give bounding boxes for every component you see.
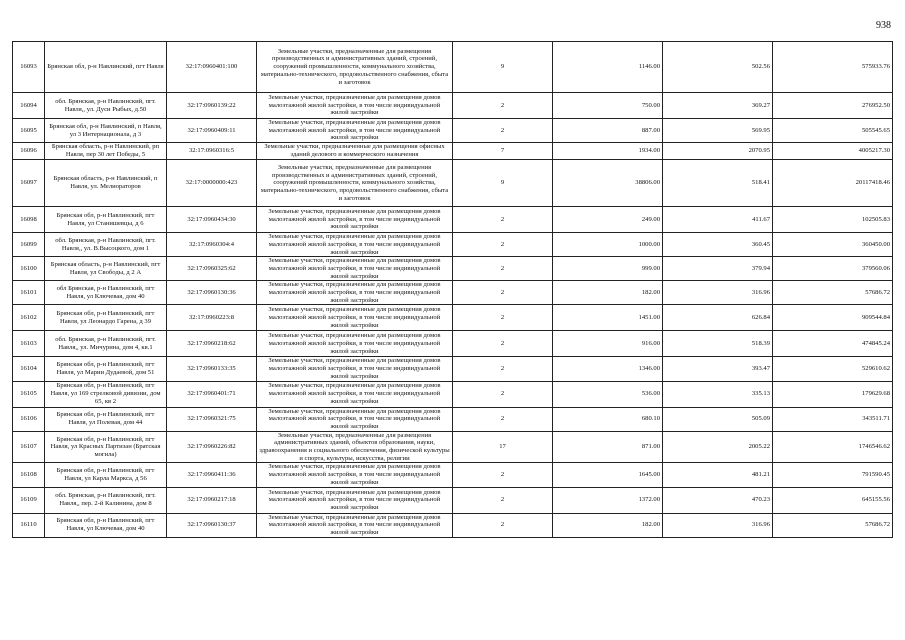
row-number: 16110 bbox=[13, 513, 45, 537]
row-number: 16100 bbox=[13, 257, 45, 281]
specific-value-cell: 2005.22 bbox=[663, 431, 773, 463]
specific-value-cell: 369.27 bbox=[663, 93, 773, 119]
specific-value-cell: 518.39 bbox=[663, 331, 773, 357]
cadastral-number-cell: 32:17:0960226:82 bbox=[167, 431, 257, 463]
specific-value-cell: 569.95 bbox=[663, 119, 773, 143]
specific-value-cell: 411.67 bbox=[663, 207, 773, 233]
use-group-cell: 2 bbox=[453, 513, 553, 537]
address-cell: Брянская обл, р-н Навлинский, пгт Навля, ул Ключевая, дом 40 bbox=[45, 513, 167, 537]
row-number: 16093 bbox=[13, 42, 45, 93]
address-cell: Брянская обл, р-н Навлинский, пгт Навля, ул Полевая, дом 44 bbox=[45, 407, 167, 431]
cadastral-number-cell: 32:17:0960130:36 bbox=[167, 281, 257, 305]
use-group-cell: 2 bbox=[453, 487, 553, 513]
table-row bbox=[13, 42, 893, 93]
area-cell: 182.00 bbox=[553, 513, 663, 537]
row-number: 16106 bbox=[13, 407, 45, 431]
specific-value-cell: 393.47 bbox=[663, 357, 773, 381]
cadastral-number-cell: 32:17:0960133:35 bbox=[167, 357, 257, 381]
cadastral-number-cell: 32:17:0960325:62 bbox=[167, 257, 257, 281]
cadastral-value-cell: 909544.84 bbox=[773, 305, 893, 331]
use-group-cell: 2 bbox=[453, 357, 553, 381]
area-cell: 680.10 bbox=[553, 407, 663, 431]
specific-value-cell: 481.21 bbox=[663, 463, 773, 487]
specific-value-cell: 2070.95 bbox=[663, 143, 773, 160]
cadastral-value-cell: 276952.50 bbox=[773, 93, 893, 119]
area-cell: 1000.00 bbox=[553, 233, 663, 257]
area-cell: 1934.00 bbox=[553, 143, 663, 160]
land-use-cell: Земельные участки, предназначенные для размещения домов малоэтажной жилой застройки, в том числе индивидуальной жилой застройки bbox=[257, 305, 453, 331]
row-number: 16107 bbox=[13, 431, 45, 463]
use-group-cell: 2 bbox=[453, 257, 553, 281]
address-cell: Брянская обл, р-н Навлинский, пгт Навля, ул Марии Дудаевой, дом 51 bbox=[45, 357, 167, 381]
cadastral-number-cell: 32:17:0960401:100 bbox=[167, 42, 257, 93]
specific-value-cell: 626.84 bbox=[663, 305, 773, 331]
table-row bbox=[13, 257, 893, 281]
cadastral-number-cell: 32:17:0960223:8 bbox=[167, 305, 257, 331]
land-use-cell: Земельные участки, предназначенные для размещения домов малоэтажной жилой застройки, в том числе индивидуальной жилой застройки bbox=[257, 407, 453, 431]
area-cell: 536.00 bbox=[553, 381, 663, 407]
land-use-cell: Земельные участки, предназначенные для размещения административных зданий, объектов образования, науки, здравоохранения и социального обеспечения, физической культуры и спорта, культуры, искусства, религии bbox=[257, 431, 453, 463]
table-row bbox=[13, 381, 893, 407]
address-cell: Брянская область, р-н Навлинский, пгт Навля, ул Свободы, д 2 А bbox=[45, 257, 167, 281]
row-number: 16103 bbox=[13, 331, 45, 357]
area-cell: 182.00 bbox=[553, 281, 663, 305]
specific-value-cell: 316.96 bbox=[663, 513, 773, 537]
cadastral-number-cell: 32:17:0960434:30 bbox=[167, 207, 257, 233]
land-use-cell: Земельные участки, предназначенные для размещения домов малоэтажной жилой застройки, в том числе индивидуальной жилой застройки bbox=[257, 487, 453, 513]
row-number: 16095 bbox=[13, 119, 45, 143]
row-number: 16109 bbox=[13, 487, 45, 513]
use-group-cell: 2 bbox=[453, 381, 553, 407]
address-cell: Брянская обл, р-н Навлинский, пгт Навля, ул Красных Партизан (Братская могила) bbox=[45, 431, 167, 463]
cadastral-number-cell: 32:17:0000000:423 bbox=[167, 160, 257, 207]
land-use-cell: Земельные участки, предназначенные для размещения домов малоэтажной жилой застройки, в том числе индивидуальной жилой застройки bbox=[257, 463, 453, 487]
table-row bbox=[13, 160, 893, 207]
row-number: 16105 bbox=[13, 381, 45, 407]
address-cell: обл. Брянская, р-н Навлинский, пгт. Навля,, пер. 2-й Калинина, дом 8 bbox=[45, 487, 167, 513]
page-number: 938 bbox=[876, 20, 891, 31]
row-number: 16098 bbox=[13, 207, 45, 233]
land-use-cell: Земельные участки, предназначенные для размещения домов малоэтажной жилой застройки, в том числе индивидуальной жилой застройки bbox=[257, 207, 453, 233]
address-cell: Брянская обл, р-н Навлинский, пгт Навля, ул Леонардо Гарена, д 39 bbox=[45, 305, 167, 331]
address-cell: обл. Брянская, р-н Навлинский, пгт. Навля,, ул. В.Высоцкого, дом 1 bbox=[45, 233, 167, 257]
address-cell: Брянская обл, р-н Навлинский, пгт Навля, ул 169 стрелковой дивизии, дом 65, кв 2 bbox=[45, 381, 167, 407]
cadastral-number-cell: 32:17:0960130:37 bbox=[167, 513, 257, 537]
cadastral-value-cell: 505545.65 bbox=[773, 119, 893, 143]
cadastral-value-cell: 57686.72 bbox=[773, 513, 893, 537]
specific-value-cell: 379.94 bbox=[663, 257, 773, 281]
table-row bbox=[13, 407, 893, 431]
cadastral-number-cell: 32:17:0960401:71 bbox=[167, 381, 257, 407]
table-row bbox=[13, 207, 893, 233]
table-body bbox=[13, 42, 893, 538]
cadastral-value-cell: 20117418.46 bbox=[773, 160, 893, 207]
address-cell: обл. Брянская, р-н Навлинский, пгт. Навля,, ул. Мичурина, дом 4, кв.1 bbox=[45, 331, 167, 357]
table-row bbox=[13, 305, 893, 331]
land-use-cell: Земельные участки, предназначенные для размещения домов малоэтажной жилой застройки, в том числе индивидуальной жилой застройки bbox=[257, 257, 453, 281]
address-cell: Брянская обл, р-н Навлинский, п Навля, ул 3 Интернационала, д 3 bbox=[45, 119, 167, 143]
cadastral-number-cell: 32:17:0960316:5 bbox=[167, 143, 257, 160]
use-group-cell: 17 bbox=[453, 431, 553, 463]
specific-value-cell: 316.96 bbox=[663, 281, 773, 305]
area-cell: 871.00 bbox=[553, 431, 663, 463]
land-use-cell: Земельные участки, предназначенные для размещения домов малоэтажной жилой застройки, в том числе индивидуальной жилой застройки bbox=[257, 281, 453, 305]
cadastral-value-cell: 379560.06 bbox=[773, 257, 893, 281]
row-number: 16104 bbox=[13, 357, 45, 381]
address-cell: Брянская область, р-н Навлинский, п Навля, ул. Мелиораторов bbox=[45, 160, 167, 207]
area-cell: 38806.00 bbox=[553, 160, 663, 207]
area-cell: 1372.00 bbox=[553, 487, 663, 513]
cadastral-value-table bbox=[12, 41, 893, 538]
row-number: 16096 bbox=[13, 143, 45, 160]
cadastral-number-cell: 32:17:0960139:22 bbox=[167, 93, 257, 119]
specific-value-cell: 505.09 bbox=[663, 407, 773, 431]
use-group-cell: 2 bbox=[453, 119, 553, 143]
cadastral-value-cell: 57686.72 bbox=[773, 281, 893, 305]
cadastral-number-cell: 32:17:0960218:62 bbox=[167, 331, 257, 357]
specific-value-cell: 360.45 bbox=[663, 233, 773, 257]
cadastral-value-cell: 474845.24 bbox=[773, 331, 893, 357]
use-group-cell: 2 bbox=[453, 407, 553, 431]
table-row bbox=[13, 281, 893, 305]
cadastral-value-cell: 102505.83 bbox=[773, 207, 893, 233]
area-cell: 916.00 bbox=[553, 331, 663, 357]
address-cell: обл. Брянская, р-н Навлинский, пгт. Навля,, ул. Дуси Рыбых, д.50 bbox=[45, 93, 167, 119]
address-cell: Брянская обл, р-н Навлинский, пгт Навля, ул Карла Маркса, д 56 bbox=[45, 463, 167, 487]
cadastral-number-cell: 32:17:0960411:36 bbox=[167, 463, 257, 487]
address-cell: Брянская обл, р-н Навлинский, пгт Навля, ул Станишевцы, д 6 bbox=[45, 207, 167, 233]
table-row bbox=[13, 357, 893, 381]
cadastral-value-cell: 4005217.30 bbox=[773, 143, 893, 160]
table-row bbox=[13, 331, 893, 357]
cadastral-value-cell: 791590.45 bbox=[773, 463, 893, 487]
row-number: 16094 bbox=[13, 93, 45, 119]
specific-value-cell: 335.13 bbox=[663, 381, 773, 407]
row-number: 16108 bbox=[13, 463, 45, 487]
use-group-cell: 2 bbox=[453, 233, 553, 257]
cadastral-value-cell: 529610.62 bbox=[773, 357, 893, 381]
area-cell: 1146.00 bbox=[553, 42, 663, 93]
area-cell: 1346.00 bbox=[553, 357, 663, 381]
area-cell: 249.00 bbox=[553, 207, 663, 233]
land-use-cell: Земельные участки, предназначенные для размещения офисных зданий делового и коммерческого назначения bbox=[257, 143, 453, 160]
area-cell: 1645.00 bbox=[553, 463, 663, 487]
row-number: 16099 bbox=[13, 233, 45, 257]
area-cell: 999.00 bbox=[553, 257, 663, 281]
area-cell: 1451.00 bbox=[553, 305, 663, 331]
land-use-cell: Земельные участки, предназначенные для размещения домов малоэтажной жилой застройки, в том числе индивидуальной жилой застройки bbox=[257, 331, 453, 357]
cadastral-value-cell: 343511.71 bbox=[773, 407, 893, 431]
land-use-cell: Земельные участки, предназначенные для размещения домов малоэтажной жилой застройки, в том числе индивидуальной жилой застройки bbox=[257, 513, 453, 537]
use-group-cell: 2 bbox=[453, 331, 553, 357]
address-cell: обл Брянская, р-н Навлинский, пгт Навля, ул Ключевая, дом 40 bbox=[45, 281, 167, 305]
table-row bbox=[13, 513, 893, 537]
use-group-cell: 2 bbox=[453, 305, 553, 331]
area-cell: 750.00 bbox=[553, 93, 663, 119]
specific-value-cell: 470.23 bbox=[663, 487, 773, 513]
land-use-cell: Земельные участки, предназначенные для размещения производственных и административных зданий, строений, сооружений промышленности, коммунального хозяйства, материально-технического, продовольственного снабжения, сбыта и заготовок bbox=[257, 42, 453, 93]
cadastral-value-cell: 179629.68 bbox=[773, 381, 893, 407]
use-group-cell: 2 bbox=[453, 281, 553, 305]
land-use-cell: Земельные участки, предназначенные для размещения производственных и административных зданий, строений, сооружений промышленности, коммунального хозяйства, материально-технического, продовольственного снабжения, сбыта и заготовок bbox=[257, 160, 453, 207]
cadastral-value-cell: 1746546.62 bbox=[773, 431, 893, 463]
use-group-cell: 2 bbox=[453, 93, 553, 119]
specific-value-cell: 518.41 bbox=[663, 160, 773, 207]
land-use-cell: Земельные участки, предназначенные для размещения домов малоэтажной жилой застройки, в том числе индивидуальной жилой застройки bbox=[257, 233, 453, 257]
cadastral-number-cell: 32:17:0960321:75 bbox=[167, 407, 257, 431]
land-use-cell: Земельные участки, предназначенные для размещения домов малоэтажной жилой застройки, в том числе индивидуальной жилой застройки bbox=[257, 381, 453, 407]
row-number: 16097 bbox=[13, 160, 45, 207]
use-group-cell: 2 bbox=[453, 207, 553, 233]
cadastral-value-cell: 575933.76 bbox=[773, 42, 893, 93]
cadastral-number-cell: 32:17:0960304:4 bbox=[167, 233, 257, 257]
use-group-cell: 2 bbox=[453, 463, 553, 487]
land-use-cell: Земельные участки, предназначенные для размещения домов малоэтажной жилой застройки, в том числе индивидуальной жилой застройки bbox=[257, 357, 453, 381]
use-group-cell: 7 bbox=[453, 143, 553, 160]
use-group-cell: 9 bbox=[453, 160, 553, 207]
table-row bbox=[13, 143, 893, 160]
cadastral-number-cell: 32:17:0960409:11 bbox=[167, 119, 257, 143]
area-cell: 887.00 bbox=[553, 119, 663, 143]
table-row bbox=[13, 463, 893, 487]
table-row bbox=[13, 233, 893, 257]
table-row bbox=[13, 431, 893, 463]
row-number: 16102 bbox=[13, 305, 45, 331]
land-use-cell: Земельные участки, предназначенные для размещения домов малоэтажной жилой застройки, в том числе индивидуальной жилой застройки bbox=[257, 93, 453, 119]
row-number: 16101 bbox=[13, 281, 45, 305]
table-row bbox=[13, 487, 893, 513]
land-use-cell: Земельные участки, предназначенные для размещения домов малоэтажной жилой застройки, в том числе индивидуальной жилой застройки bbox=[257, 119, 453, 143]
cadastral-value-cell: 645155.56 bbox=[773, 487, 893, 513]
table-row bbox=[13, 93, 893, 119]
address-cell: Брянская область, р-н Навлинский, рп Навля, пер 30 лет Победы, 5 bbox=[45, 143, 167, 160]
table-row bbox=[13, 119, 893, 143]
cadastral-number-cell: 32:17:0960217:18 bbox=[167, 487, 257, 513]
cadastral-value-cell: 360450.00 bbox=[773, 233, 893, 257]
specific-value-cell: 502.56 bbox=[663, 42, 773, 93]
address-cell: Брянская обл, р-н Навлинский, пгт Навля bbox=[45, 42, 167, 93]
use-group-cell: 9 bbox=[453, 42, 553, 93]
